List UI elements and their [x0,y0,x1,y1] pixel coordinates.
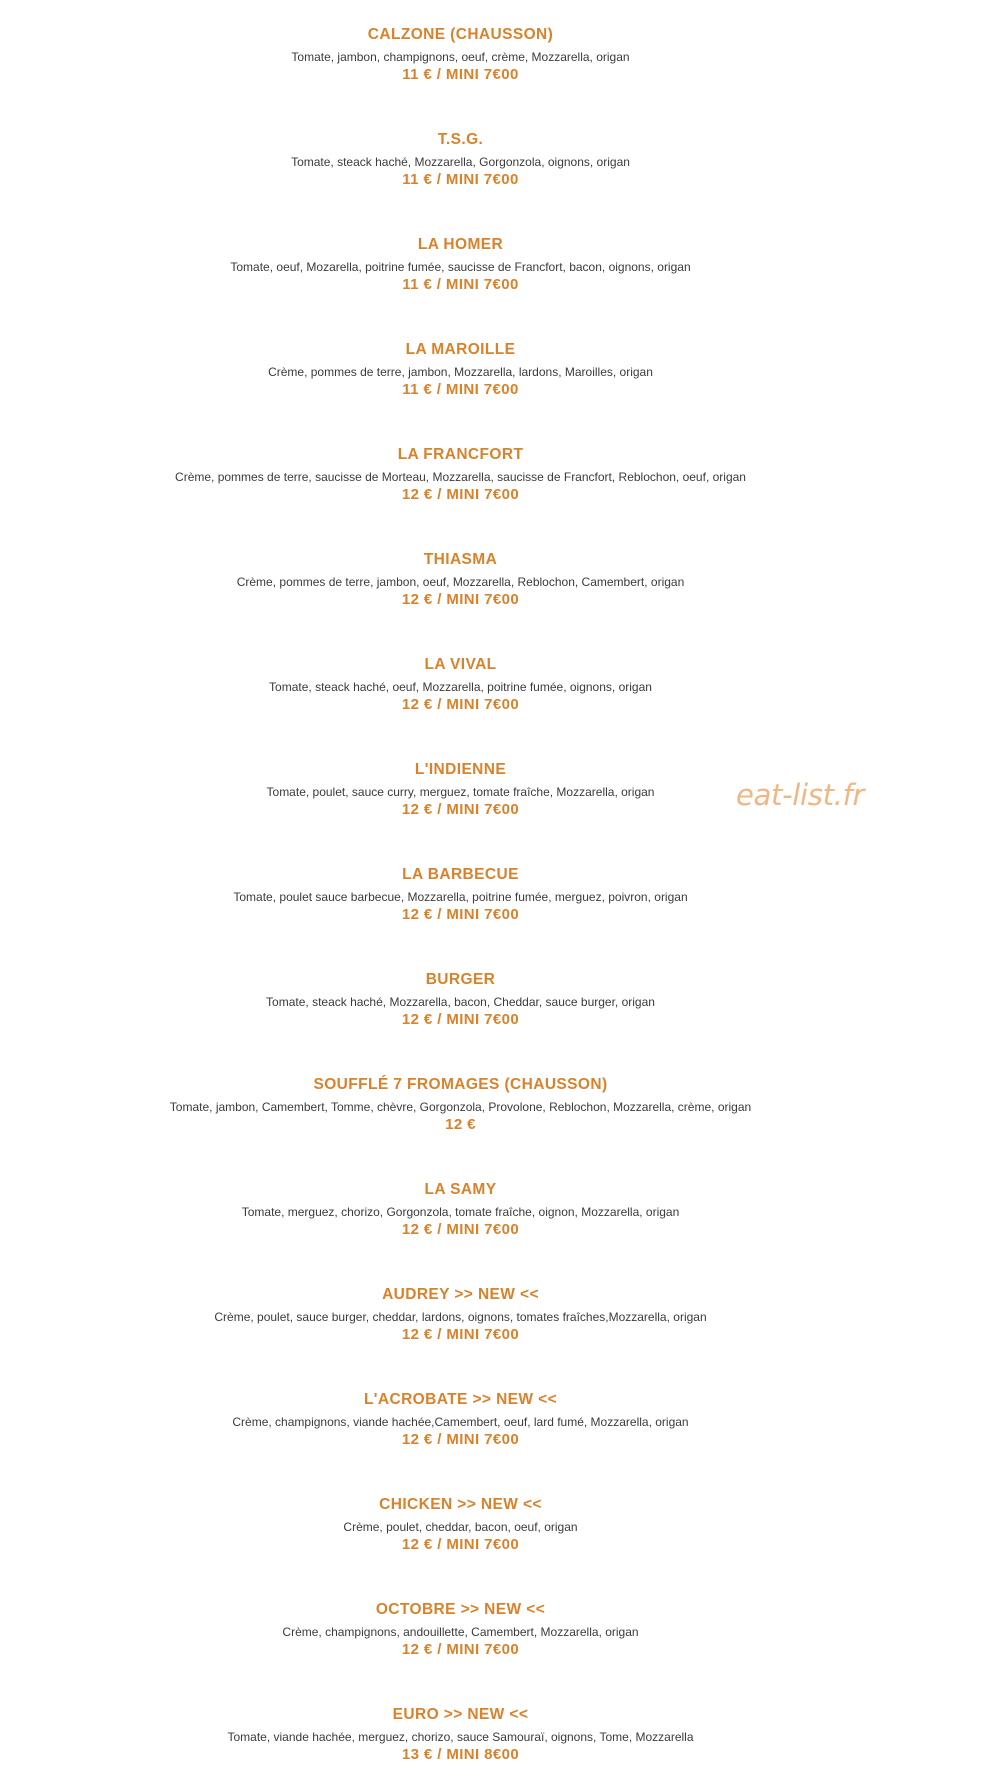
item-description: Crème, pommes de terre, saucisse de Morteau, Mozzarella, saucisse de Francfort, Reblochon, oeuf, origan [175,470,746,484]
item-description: Tomate, jambon, champignons, oeuf, crème, Mozzarella, origan [291,50,630,64]
item-name: L'INDIENNE [414,761,507,778]
item-description: Tomate, steack haché, oeuf, Mozzarella, poitrine fumée, oignons, origan [269,680,652,694]
menu-item [0,445,921,505]
menu-item [0,1180,921,1240]
item-description: Tomate, merguez, chorizo, Gorgonzola, tomate fraîche, oignon, Mozzarella, origan [241,1205,680,1219]
menu-item [0,340,921,400]
item-price: 12 € / MINI 7€00 [401,1221,520,1238]
item-price: 12 € / MINI 7€00 [401,486,520,503]
menu-item [0,1285,921,1345]
item-price: 12 € / MINI 7€00 [401,1326,520,1343]
menu-item [0,130,921,190]
item-name: LA BARBECUE [402,866,519,883]
item-name: LA VIVAL [424,656,497,673]
item-name: SOUFFLÉ 7 FROMAGES (CHAUSSON) [313,1076,608,1093]
item-name: AUDREY >> NEW << [382,1286,539,1303]
item-description: Tomate, jambon, Camembert, Tomme, chèvre, Gorgonzola, Provolone, Reblochon, Mozzarella, crème, origan [169,1100,752,1114]
item-name: EURO >> NEW << [392,1706,529,1723]
item-name: T.S.G. [437,131,484,148]
site-watermark: eat-list.fr [736,778,865,812]
item-description: Crème, poulet, sauce burger, cheddar, lardons, oignons, tomates fraîches,Mozzarella, origan [214,1310,707,1324]
item-description: Tomate, poulet sauce barbecue, Mozzarella, poitrine fumée, merguez, poivron, origan [233,890,688,904]
item-price: 12 € [445,1116,476,1133]
menu-item [0,655,921,715]
menu-item [0,1600,921,1660]
item-name: LA SAMY [424,1181,497,1198]
menu-item [0,1075,921,1135]
item-description: Crème, pommes de terre, jambon, oeuf, Mozzarella, Reblochon, Camembert, origan [236,575,685,589]
item-price: 11 € / MINI 7€00 [402,171,519,188]
item-price: 12 € / MINI 7€00 [401,1536,520,1553]
menu-item [0,235,921,295]
item-price: 12 € / MINI 7€00 [401,1641,520,1658]
item-price: 12 € / MINI 7€00 [401,906,520,923]
item-name: L'ACROBATE >> NEW << [363,1391,558,1408]
menu-item [0,1390,921,1450]
menu-item [0,865,921,925]
item-description: Tomate, steack haché, Mozzarella, bacon, Cheddar, sauce burger, origan [266,995,655,1009]
item-name: BURGER [425,971,496,988]
item-price: 11 € / MINI 7€00 [402,66,519,83]
item-price: 13 € / MINI 8€00 [401,1746,520,1763]
menu-item [0,1705,921,1765]
item-price: 12 € / MINI 7€00 [401,801,520,818]
menu-item [0,1495,921,1555]
item-name: THIASMA [423,551,498,568]
item-description: Tomate, steack haché, Mozzarella, Gorgonzola, oignons, origan [291,155,630,169]
item-description: Crème, champignons, andouillette, Camembert, Mozzarella, origan [282,1625,639,1639]
item-name: OCTOBRE >> NEW << [375,1601,546,1618]
item-name: LA MAROILLE [405,341,516,358]
menu-item [0,25,921,85]
item-description: Tomate, oeuf, Mozarella, poitrine fumée, saucisse de Francfort, bacon, oignons, origan [230,260,691,274]
item-price: 12 € / MINI 7€00 [401,1011,520,1028]
item-price: 11 € / MINI 7€00 [402,381,519,398]
menu-item [0,970,921,1030]
item-name: CHICKEN >> NEW << [379,1496,542,1513]
item-price: 11 € / MINI 7€00 [402,276,519,293]
item-name: CALZONE (CHAUSSON) [367,26,554,43]
item-name: LA HOMER [417,236,504,253]
item-description: Tomate, viande hachée, merguez, chorizo, sauce Samouraï, oignons, Tome, Mozzarella [227,1730,694,1744]
item-description: Tomate, poulet, sauce curry, merguez, tomate fraîche, Mozzarella, origan [266,785,655,799]
item-price: 12 € / MINI 7€00 [401,696,520,713]
item-description: Crème, pommes de terre, jambon, Mozzarella, lardons, Maroilles, origan [268,365,653,379]
item-price: 12 € / MINI 7€00 [401,1431,520,1448]
item-price: 12 € / MINI 7€00 [401,591,520,608]
menu-item [0,550,921,610]
item-description: Crème, champignons, viande hachée,Camembert, oeuf, lard fumé, Mozzarella, origan [232,1415,689,1429]
item-description: Crème, poulet, cheddar, bacon, oeuf, origan [343,1520,578,1534]
item-name: LA FRANCFORT [397,446,524,463]
